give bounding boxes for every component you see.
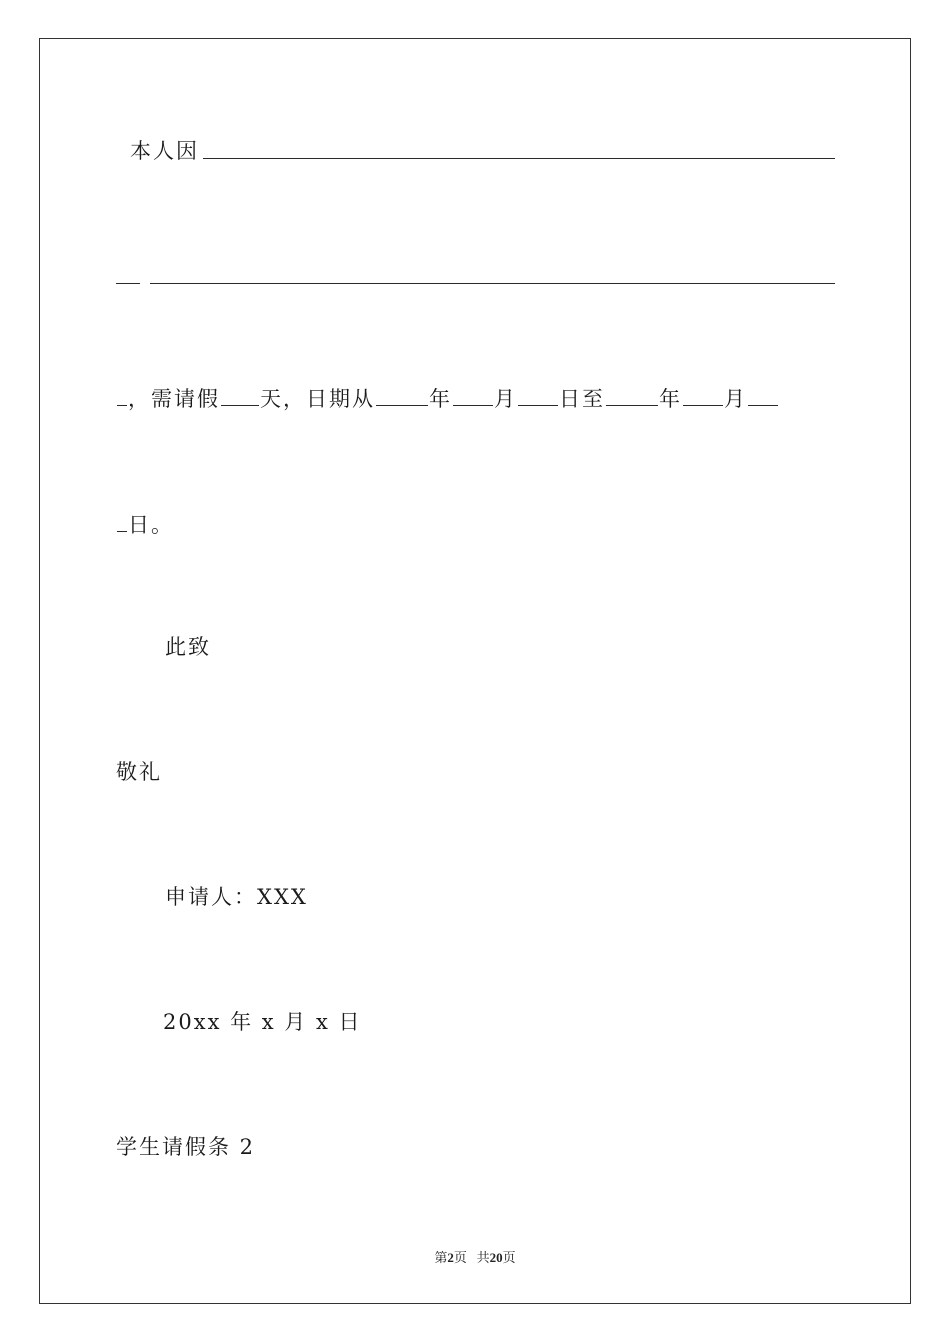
day2-blank <box>748 385 778 406</box>
year1-blank <box>376 385 428 406</box>
total-pages: 20 <box>489 1250 503 1265</box>
month2-blank <box>683 385 723 406</box>
opening-text: 本人因 <box>130 139 199 163</box>
leave-lead: ，需请假 <box>128 387 220 411</box>
leave-clause-line <box>116 384 779 414</box>
next-section-title <box>116 1132 255 1162</box>
month1-blank <box>453 385 493 406</box>
salutation <box>165 632 211 662</box>
year2-label: 年 <box>659 387 682 411</box>
regards <box>116 757 162 787</box>
reason-blank-short <box>116 283 140 284</box>
month1-label: 月 <box>494 387 517 411</box>
page-number: 2 <box>447 1250 454 1265</box>
applicant-text: 申请人：XXX <box>165 885 308 909</box>
closing-day-line <box>116 510 174 540</box>
days-blank <box>221 385 259 406</box>
reason-blank-tail <box>117 385 127 406</box>
opening-blank <box>203 158 835 159</box>
day1-blank <box>518 385 558 406</box>
page-prefix: 第 <box>434 1250 448 1265</box>
opening-line <box>130 136 199 166</box>
reason-blank-long <box>150 283 835 284</box>
date-text: 20xx 年 x 月 x 日 <box>163 1010 362 1034</box>
day1-label: 日至 <box>559 387 605 411</box>
year2-blank <box>606 385 658 406</box>
year1-label: 年 <box>429 387 452 411</box>
applicant-line <box>165 882 308 912</box>
page-frame <box>39 38 911 1304</box>
total-suffix: 页 <box>502 1250 516 1265</box>
next-title-text: 学生请假条 2 <box>116 1135 256 1159</box>
day-unit: 天，日期从 <box>260 387 375 411</box>
closing-day-text: 日。 <box>128 513 174 537</box>
page-footer <box>0 1247 950 1266</box>
day2-blank-tail <box>117 511 127 532</box>
page-mid: 页 <box>453 1250 467 1265</box>
regards-text: 敬礼 <box>116 760 162 784</box>
date-line <box>163 1007 361 1037</box>
month2-label: 月 <box>724 387 747 411</box>
total-prefix: 共 <box>476 1250 490 1265</box>
salutation-text: 此致 <box>165 635 211 659</box>
